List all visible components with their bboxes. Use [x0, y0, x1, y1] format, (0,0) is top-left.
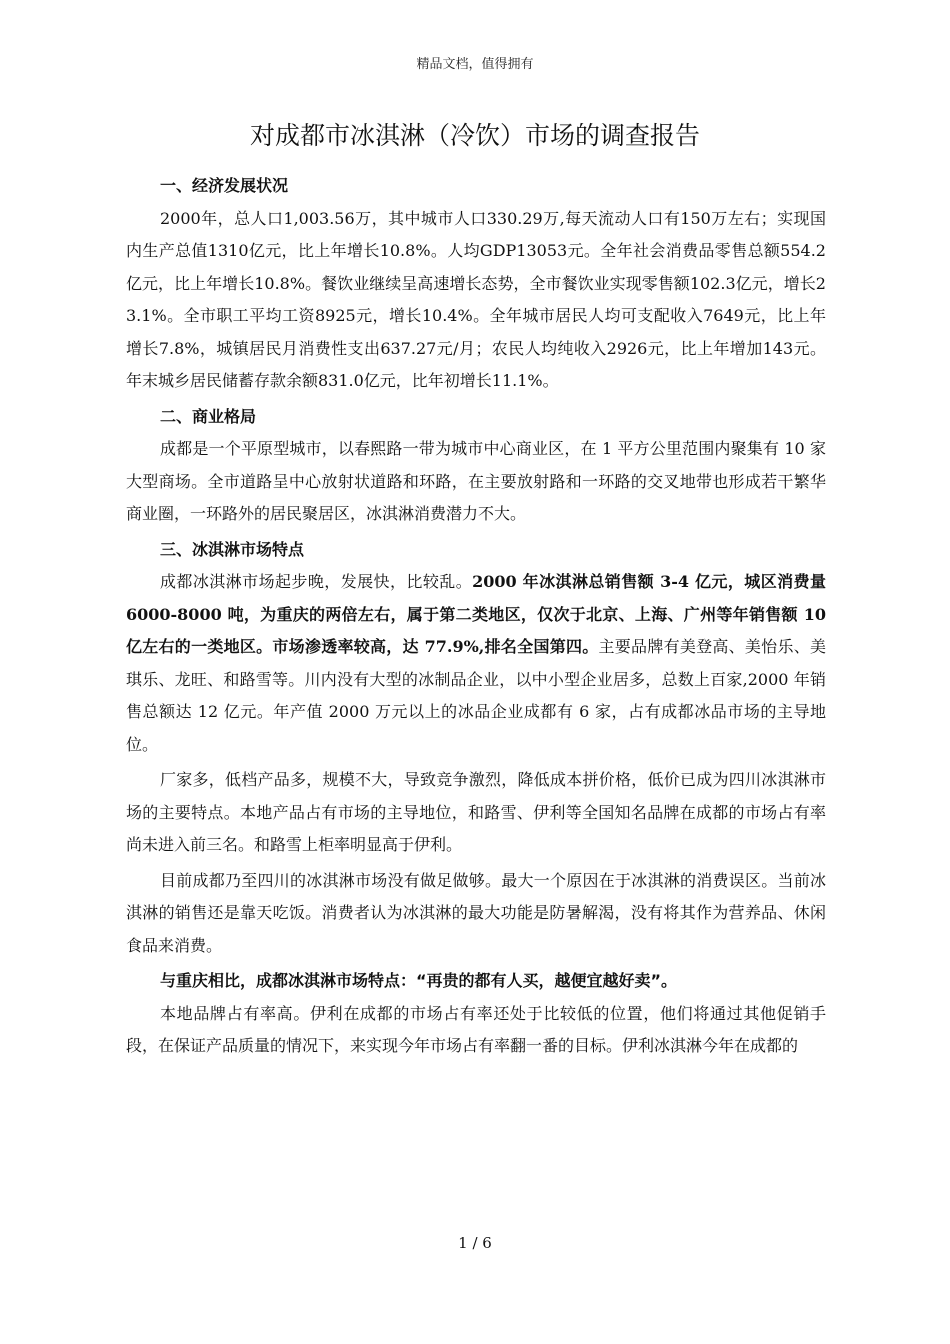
page-number: 1 / 6	[458, 1234, 492, 1252]
section-heading-economy: 一、经济发展状况	[160, 176, 289, 195]
market-intro-text: 成都冰淇淋市场起步晚，发展快，比较乱。	[160, 572, 473, 591]
paragraph-local-brands: 本地品牌占有率高。伊利在成都的市场占有率还处于比较低的位置，他们将通过其他促销手段，在保证产品质量的情况下，来实现今年市场占有率翻一番的目标。伊利冰淇淋今年在成都的	[126, 1003, 826, 1055]
section-heading-market: 三、冰淇淋市场特点	[160, 539, 305, 559]
comparison-subheading: 与重庆相比，成都冰淇淋市场特点：“再贵的都有人买，越便宜越好卖”。	[160, 971, 678, 990]
paragraph-market-overview	[126, 566, 826, 761]
paragraph-market-competition: 厂家多，低档产品多，规模不大，导致竞争激烈，降低成本拼价格，低价已成为四川冰淇淋市场的主要特点。本地产品占有市场的主导地位，和路雪、伊利等全国知名品牌在成都的市场占有率尚未进入前三名。和路雪上柜率明显高于伊利。	[126, 770, 826, 854]
section-heading-commerce: 二、商业格局	[160, 406, 257, 426]
paragraph-market-consumption: 目前成都乃至四川的冰淇淋市场没有做足做够。最大一个原因在于冰淇淋的消费误区。当前冰淇淋的销售还是靠天吃饭。消费者认为冰淇淋的最大功能是防暑解渴，没有将其作为营养品、休闲食品来消费。	[126, 870, 826, 955]
market-brands-text: 主要品牌有美登高、美怡乐、美琪乐、龙旺、和路雪等。川内没有大型的冰制品企业，以中小型企业居多，总数上百家,2000 年销售总额达 12 亿元。年产值 2000 万元以上的冰品企业成都有 6 家，占有成都冰品市场的主导地位。	[126, 637, 826, 754]
document-body	[126, 170, 826, 1066]
page-header: 精品文档，值得拥有	[416, 57, 534, 72]
paragraph-commerce: 成都是一个平原型城市，以春熙路一带为城市中心商业区，在 1 平方公里范围内聚集有 10 家大型商场。全市道路呈中心放射状道路和环路，在主要放射路和一环路的交叉地带也形成若干繁华商业圈，一环路外的居民聚居区，冰淇淋消费潜力不大。	[126, 439, 826, 523]
document-title: 对成都市冰淇淋（冷饮）市场的调查报告	[249, 121, 700, 150]
paragraph-economy: 2000年，总人口1,003.56万，其中城市人口330.29万,每天流动人口有150万左右；实现国内生产总值1310亿元，比上年增长10.8%。人均GDP13053元。全年社会消费品零售总额554.2亿元，比上年增长10.8%。餐饮业继续呈高速增长态势，全市餐饮业实现零售额102.3亿元，增长23.1%。全市职工平均工资8925元，增长10.4%。全年城市居民人均可支配收入7649元，比上年增长7.8%，城镇居民月消费性支出637.27元/月；农民人均纯收入2926元，比上年增加143元。年末城乡居民储蓄存款余额831.0亿元，比年初增长11.1%。	[126, 208, 826, 390]
market-highlight-text: 2000 年冰淇淋总销售额 3-4 亿元，城区消费量 6000-8000 吨，为重庆的两倍左右，属于第二类地区，仅次于北京、上海、广州等年销售额 10 亿左右的一类地区。市场渗透率较高，达 77.9%,排名全国第四。	[126, 572, 826, 656]
